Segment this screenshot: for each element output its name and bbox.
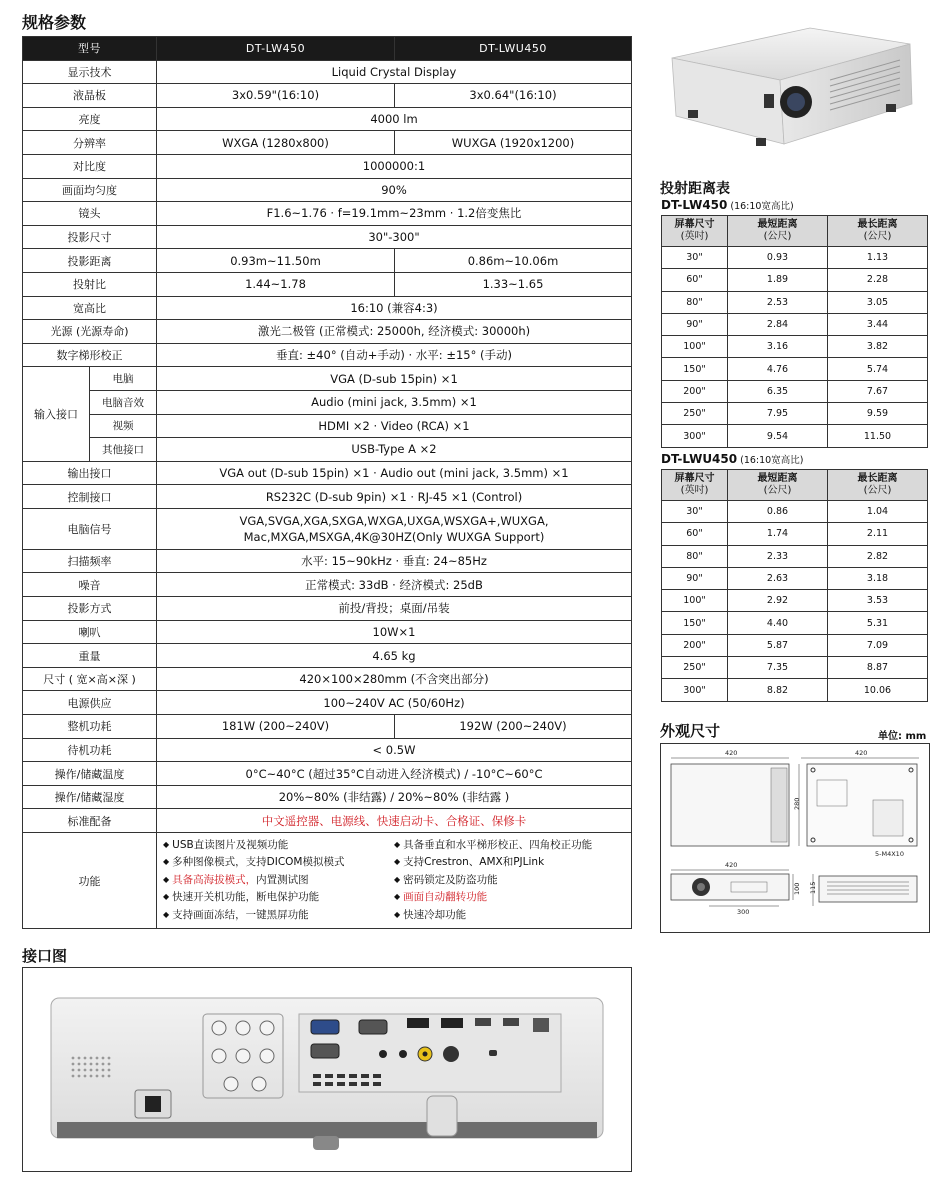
input-sub-label: 视频 <box>90 414 157 438</box>
dim-front-width: 420 <box>725 861 738 869</box>
spec-row <box>23 667 632 691</box>
feature-highlight: 具备高海拔模式， <box>172 873 257 886</box>
feature-item <box>163 907 394 924</box>
throw-header-label: 最长距离 <box>857 473 898 484</box>
spec-row <box>23 202 632 226</box>
dim-top-width: 420 <box>725 749 738 757</box>
spec-value: 16:10 (兼容4:3) <box>157 296 632 320</box>
spec-label: 待机功耗 <box>23 738 157 762</box>
interface-diagram <box>22 967 632 1172</box>
power-model-2: 192W (200~240V) <box>395 715 632 739</box>
spec-label: 喇叭 <box>23 620 157 644</box>
spec-value: 100~240V AC (50/60Hz) <box>157 691 632 715</box>
input-value: USB-Type A ×2 <box>157 438 632 462</box>
throw-max: 1.13 <box>828 247 928 269</box>
dim-depth: 280 <box>793 797 801 810</box>
throw-max: 5.31 <box>828 612 928 634</box>
accessories-value: 中文遥控器、电源线、快速启动卡、合格证、保修卡 <box>157 809 632 833</box>
throw-header-unit: (英吋) <box>680 231 709 242</box>
dimensions-unit: 单位: mm <box>878 731 927 742</box>
spec-label: 亮度 <box>23 107 157 131</box>
spec-header-m2: DT-LWU450 <box>395 37 632 61</box>
throw-row <box>662 634 928 656</box>
throw-header-label: 最短距离 <box>757 473 798 484</box>
spec-label: 噪音 <box>23 573 157 597</box>
throw-size: 150" <box>662 612 728 634</box>
throw-max: 9.59 <box>828 403 928 425</box>
spec-label: 对比度 <box>23 154 157 178</box>
feature-item <box>163 837 394 854</box>
throw-size: 300" <box>662 679 728 701</box>
throw-header-label: 最长距离 <box>857 219 898 230</box>
throw-size: 100" <box>662 336 728 358</box>
spec-row <box>23 178 632 202</box>
throw-size: 200" <box>662 380 728 402</box>
interfaces-title: 接口图 <box>22 947 68 965</box>
spec-value: 前投/背投；桌面/吊装 <box>157 597 632 621</box>
throw-max: 3.82 <box>828 336 928 358</box>
throw-row <box>662 657 928 679</box>
throw-header-max <box>828 470 928 501</box>
throw-header-row <box>662 470 928 501</box>
spec-value: 30"-300" <box>157 225 632 249</box>
spec-row <box>23 485 632 509</box>
spec-label: 投影尺寸 <box>23 225 157 249</box>
spec-row <box>23 296 632 320</box>
spec-label: 控制接口 <box>23 485 157 509</box>
spec-header-m1: DT-LW450 <box>157 37 395 61</box>
throw-size: 250" <box>662 657 728 679</box>
feature-item <box>394 907 625 924</box>
spec-label: 电脑信号 <box>23 508 157 549</box>
throw-header-label: 最短距离 <box>757 219 798 230</box>
spec-value: Liquid Crystal Display <box>157 60 632 84</box>
spec-label: 电源供应 <box>23 691 157 715</box>
throw-row <box>662 612 928 634</box>
throw-size: 100" <box>662 590 728 612</box>
spec-table <box>22 36 632 929</box>
spec-value: 90% <box>157 178 632 202</box>
throw-size: 90" <box>662 313 728 335</box>
input-sub-label: 电脑 <box>90 367 157 391</box>
spec-row-signal <box>23 508 632 549</box>
spec-header-row <box>23 37 632 61</box>
features-list-right <box>394 837 625 924</box>
throw-max: 7.09 <box>828 634 928 656</box>
input-label: 输入接口 <box>23 367 90 461</box>
throw-row <box>662 358 928 380</box>
feature-item <box>394 872 625 889</box>
spec-row <box>23 597 632 621</box>
throw-max: 3.05 <box>828 291 928 313</box>
input-sub-label: 其他接口 <box>90 438 157 462</box>
throw-header-label: 屏幕尺寸 <box>674 219 715 230</box>
throw-min: 4.76 <box>728 358 828 380</box>
throw-min: 0.93 <box>728 247 828 269</box>
input-value: VGA (D-sub 15pin) ×1 <box>157 367 632 391</box>
spec-value: 420×100×280mm (不含突出部分) <box>157 667 632 691</box>
feature-item <box>394 889 625 906</box>
feature-text: 内置测试图 <box>256 873 309 886</box>
spec-row-features <box>23 833 632 929</box>
throw-size: 300" <box>662 425 728 447</box>
throw-min: 4.40 <box>728 612 828 634</box>
spec-row-input <box>23 367 632 391</box>
throw-header-max <box>828 216 928 247</box>
throw-size: 80" <box>662 291 728 313</box>
spec-label: 液晶板 <box>23 84 157 108</box>
spec-value: 1000000:1 <box>157 154 632 178</box>
input-sub-label: 电脑音效 <box>90 390 157 414</box>
spec-row <box>23 762 632 786</box>
throw-title: 投射距离表 <box>660 181 730 197</box>
spec-row <box>23 785 632 809</box>
signal-line-2: Mac,MXGA,MSXGA,4K@30HZ(Only WUXGA Support) <box>243 529 545 544</box>
signal-line-1: VGA,SVGA,XGA,SXGA,WXGA,UXGA,WSXGA+,WUXGA, <box>239 513 549 528</box>
spec-label: 画面均匀度 <box>23 178 157 202</box>
feature-text: USB直读图片及视频功能 <box>172 839 289 851</box>
feature-highlight: 画面自动翻转功能 <box>403 891 488 904</box>
throw-min: 1.89 <box>728 269 828 291</box>
throw-size: 80" <box>662 545 728 567</box>
throw-table-lw450 <box>661 215 928 448</box>
dim-foot: 300 <box>737 908 750 916</box>
spec-label: 输出接口 <box>23 461 157 485</box>
feature-text: 支持画面冻结，一键黑屏功能 <box>172 908 309 921</box>
throw-size: 60" <box>662 269 728 291</box>
throw-max: 2.82 <box>828 545 928 567</box>
spec-value: 10W×1 <box>157 620 632 644</box>
throw-row <box>662 590 928 612</box>
throw-max: 3.18 <box>828 567 928 589</box>
throw-row <box>662 523 928 545</box>
spec-row <box>23 272 632 296</box>
throw-max: 8.87 <box>828 657 928 679</box>
dim-height2: 115 <box>809 881 817 894</box>
spec-row-input <box>23 438 632 462</box>
throw-row <box>662 313 928 335</box>
spec-row <box>23 549 632 573</box>
spec-row <box>23 60 632 84</box>
throw-row <box>662 336 928 358</box>
feature-text: 快速冷却功能 <box>403 908 467 921</box>
throw-row <box>662 403 928 425</box>
throw-max: 2.11 <box>828 523 928 545</box>
features-value <box>157 833 632 929</box>
throw-min: 3.16 <box>728 336 828 358</box>
spec-label: 投影距离 <box>23 249 157 273</box>
throw-header-unit: (英吋) <box>680 485 709 496</box>
throw-max: 5.74 <box>828 358 928 380</box>
spec-label: 功能 <box>23 833 157 929</box>
spec-row <box>23 225 632 249</box>
throw-max: 1.04 <box>828 501 928 523</box>
spec-label: 重量 <box>23 644 157 668</box>
spec-value-model-1: 1.44~1.78 <box>157 272 395 296</box>
spec-row-accessories <box>23 809 632 833</box>
feature-text: 密码锁定及防盗功能 <box>403 873 498 886</box>
dimensions-drawing <box>660 743 930 933</box>
feature-item <box>163 889 394 906</box>
spec-value-model-1: WXGA (1280x800) <box>157 131 395 155</box>
throw-size: 250" <box>662 403 728 425</box>
spec-value-model-2: WUXGA (1920x1200) <box>395 131 632 155</box>
throw-size: 30" <box>662 501 728 523</box>
throw-row <box>662 269 928 291</box>
spec-value: 20%~80% (非结露) / 20%~80% (非结露 ) <box>157 785 632 809</box>
spec-row-power <box>23 715 632 739</box>
throw-row <box>662 567 928 589</box>
spec-row <box>23 84 632 108</box>
throw-size: 60" <box>662 523 728 545</box>
throw-min: 0.86 <box>728 501 828 523</box>
throw-row <box>662 545 928 567</box>
spec-value-model-2: 1.33~1.65 <box>395 272 632 296</box>
spec-label: 镜头 <box>23 202 157 226</box>
throw-max: 7.67 <box>828 380 928 402</box>
throw-max: 3.44 <box>828 313 928 335</box>
spec-row <box>23 738 632 762</box>
feature-text: 支持Crestron、AMX和PJLink <box>403 856 545 869</box>
spec-value-model-1: 0.93m~11.50m <box>157 249 395 273</box>
throw-min: 2.53 <box>728 291 828 313</box>
spec-row <box>23 320 632 344</box>
spec-row <box>23 573 632 597</box>
throw-table-lwu450 <box>661 469 928 702</box>
feature-item <box>394 854 625 871</box>
throw-header-unit: (公尺) <box>863 485 892 496</box>
throw-min: 5.87 <box>728 634 828 656</box>
spec-label: 操作/储藏温度 <box>23 762 157 786</box>
throw-row <box>662 679 928 701</box>
spec-label: 光源 (光源寿命) <box>23 320 157 344</box>
spec-value: 水平: 15~90kHz · 垂直: 24~85Hz <box>157 549 632 573</box>
feature-text: 快速开关机功能，断电保护功能 <box>172 891 320 904</box>
throw-min: 8.82 <box>728 679 828 701</box>
dimensions-title: 外观尺寸 <box>660 722 721 740</box>
spec-value: 4.65 kg <box>157 644 632 668</box>
projector-image <box>660 22 920 162</box>
throw-min: 7.35 <box>728 657 828 679</box>
throw-min: 1.74 <box>728 523 828 545</box>
spec-label: 投射比 <box>23 272 157 296</box>
throw-row <box>662 501 928 523</box>
spec-value: 正常模式: 33dB · 经济模式: 25dB <box>157 573 632 597</box>
spec-row-input <box>23 390 632 414</box>
spec-label: 操作/储藏湿度 <box>23 785 157 809</box>
feature-text: 具备垂直和水平梯形校正、四角校正功能 <box>403 839 593 851</box>
spec-label: 显示技术 <box>23 60 157 84</box>
throw-header-unit: (公尺) <box>763 231 792 242</box>
dim-screw: 5-M4X10 <box>875 850 904 858</box>
throw-min: 2.63 <box>728 567 828 589</box>
throw-row <box>662 380 928 402</box>
throw-row <box>662 247 928 269</box>
spec-label: 宽高比 <box>23 296 157 320</box>
spec-row <box>23 249 632 273</box>
spec-value: 4000 lm <box>157 107 632 131</box>
spec-row <box>23 620 632 644</box>
spec-value-model-2: 0.86m~10.06m <box>395 249 632 273</box>
spec-value: VGA out (D-sub 15pin) ×1 · Audio out (mini jack, 3.5mm) ×1 <box>157 461 632 485</box>
throw-header-label: 屏幕尺寸 <box>674 473 715 484</box>
throw-size: 90" <box>662 567 728 589</box>
spec-value: 0°C~40°C (超过35°C自动进入经济模式) / -10°C~60°C <box>157 762 632 786</box>
throw-header-row <box>662 216 928 247</box>
throw-max: 2.28 <box>828 269 928 291</box>
spec-row-input <box>23 414 632 438</box>
signal-value <box>157 508 632 549</box>
feature-item <box>163 872 394 889</box>
throw-size: 200" <box>662 634 728 656</box>
spec-header-label: 型号 <box>23 37 157 61</box>
throw-min: 2.92 <box>728 590 828 612</box>
input-value: HDMI ×2 · Video (RCA) ×1 <box>157 414 632 438</box>
spec-value: F1.6~1.76 · f=19.1mm~23mm · 1.2倍变焦比 <box>157 202 632 226</box>
throw-size: 150" <box>662 358 728 380</box>
spec-row <box>23 461 632 485</box>
feature-item <box>394 837 625 854</box>
throw-header-min <box>728 216 828 247</box>
spec-value: RS232C (D-sub 9pin) ×1 · RJ-45 ×1 (Control) <box>157 485 632 509</box>
throw-row <box>662 425 928 447</box>
throw-size: 30" <box>662 247 728 269</box>
power-model-1: 181W (200~240V) <box>157 715 395 739</box>
throw-header-unit: (公尺) <box>863 231 892 242</box>
features-list-left <box>163 837 394 924</box>
throw-min: 7.95 <box>728 403 828 425</box>
spec-title: 规格参数 <box>22 13 87 32</box>
input-value: Audio (mini jack, 3.5mm) ×1 <box>157 390 632 414</box>
throw-row <box>662 291 928 313</box>
throw-header-min <box>728 470 828 501</box>
throw-max: 10.06 <box>828 679 928 701</box>
spec-value: 激光二极管 (正常模式: 25000h, 经济模式: 30000h) <box>157 320 632 344</box>
spec-value-model-2: 3x0.64"(16:10) <box>395 84 632 108</box>
throw-header-size <box>662 470 728 501</box>
spec-label: 数字梯形校正 <box>23 343 157 367</box>
spec-row <box>23 644 632 668</box>
throw-min: 6.35 <box>728 380 828 402</box>
dim-height: 100 <box>793 882 801 895</box>
spec-label: 标准配备 <box>23 809 157 833</box>
throw-model-1: DT-LW450 (16:10宽高比) <box>661 198 794 212</box>
spec-value: < 0.5W <box>157 738 632 762</box>
spec-label: 扫描频率 <box>23 549 157 573</box>
spec-value: 垂直: ±40° (自动+手动) · 水平: ±15° (手动) <box>157 343 632 367</box>
throw-header-size <box>662 216 728 247</box>
throw-model-2: DT-LWU450 (16:10宽高比) <box>661 452 804 466</box>
throw-max: 11.50 <box>828 425 928 447</box>
throw-max: 3.53 <box>828 590 928 612</box>
throw-min: 2.84 <box>728 313 828 335</box>
spec-row <box>23 691 632 715</box>
spec-value-model-1: 3x0.59"(16:10) <box>157 84 395 108</box>
spec-row <box>23 343 632 367</box>
spec-label: 投影方式 <box>23 597 157 621</box>
throw-min: 9.54 <box>728 425 828 447</box>
spec-label: 整机功耗 <box>23 715 157 739</box>
dim-side-width: 420 <box>855 749 868 757</box>
spec-label: 尺寸 ( 宽×高×深 ) <box>23 667 157 691</box>
spec-row <box>23 154 632 178</box>
spec-row <box>23 131 632 155</box>
throw-min: 2.33 <box>728 545 828 567</box>
feature-item <box>163 854 394 871</box>
throw-header-unit: (公尺) <box>763 485 792 496</box>
spec-row <box>23 107 632 131</box>
spec-label: 分辨率 <box>23 131 157 155</box>
feature-text: 多种图像模式，支持DICOM模拟模式 <box>172 856 345 869</box>
